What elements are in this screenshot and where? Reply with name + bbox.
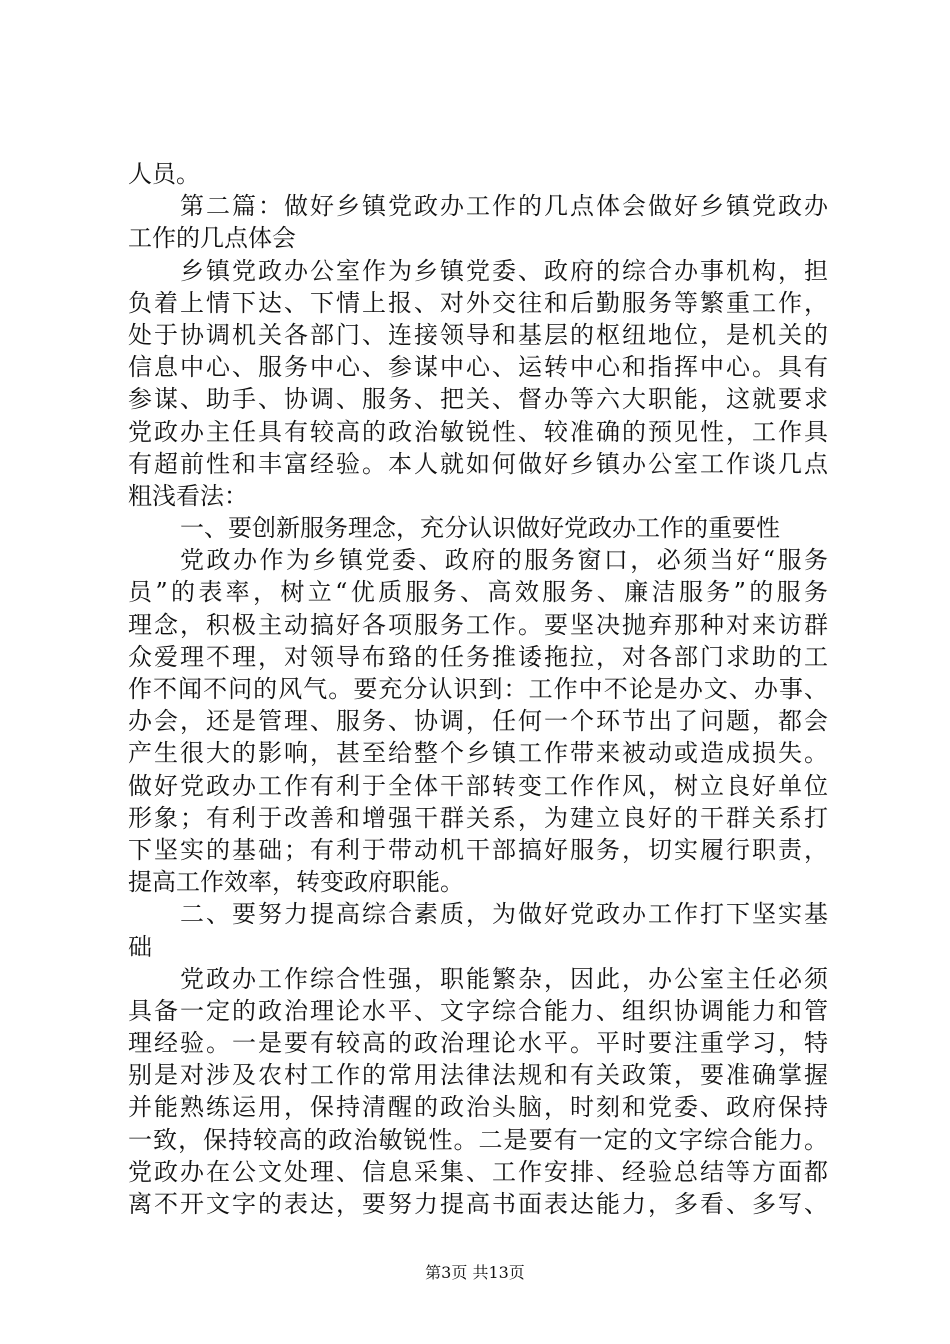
text-line: 形象；有利于改善和增强干群关系，为建立良好的干群关系打 — [128, 803, 828, 832]
text-line: 具备一定的政治理论水平、文字综合能力、组织协调能力和管 — [128, 996, 828, 1025]
text-line: 做好党政办工作有利于全体干部转变工作作风，树立良好单位 — [128, 771, 828, 800]
text-line: 理经验。一是要有较高的政治理论水平。平时要注重学习，特 — [128, 1029, 828, 1058]
section-heading-line: 一、要创新服务理念，充分认识做好党政办工作的重要性 — [180, 514, 780, 543]
text-line: 乡镇党政办公室作为乡镇党委、政府的综合办事机构，担 — [180, 256, 828, 285]
text-line: 人员。 — [128, 160, 200, 188]
text-line: 党政办在公文处理、信息采集、工作安排、经验总结等方面都 — [128, 1157, 828, 1186]
text-line: 粗浅看法： — [128, 481, 248, 510]
text-line: 办会，还是管理、服务、协调，任何一个环节出了问题，都会 — [128, 707, 828, 736]
section-heading-line: 工作的几点体会 — [128, 224, 296, 253]
text-line: 下坚实的基础；有利于带动机干部搞好服务，切实履行职责， — [128, 835, 828, 864]
document-body — [128, 158, 828, 1220]
text-line: 众爱理不理，对领导布臵的任务推诿拖拉，对各部门求助的工 — [128, 642, 828, 671]
text-line: 党政办工作综合性强，职能繁杂，因此，办公室主任必须 — [180, 964, 828, 993]
text-line: 参谋、助手、协调、服务、把关、督办等六大职能，这就要求 — [128, 385, 828, 414]
text-line: 信息中心、服务中心、参谋中心、运转中心和指挥中心。具有 — [128, 353, 828, 382]
text-line: 作不闻不问的风气。要充分认识到：工作中不论是办文、办事、 — [128, 675, 828, 703]
text-line: 有超前性和丰富经验。本人就如何做好乡镇办公室工作谈几点 — [128, 449, 828, 478]
text-line: 一致，保持较高的政治敏锐性。二是要有一定的文字综合能力。 — [128, 1125, 828, 1154]
text-line: 并能熟练运用，保持清醒的政治头脑，时刻和党委、政府保持 — [128, 1093, 828, 1122]
section-heading-line: 第二篇：做好乡镇党政办工作的几点体会做好乡镇党政办 — [180, 192, 828, 221]
text-line: 负着上情下达、下情上报、对外交往和后勤服务等繁重工作， — [128, 288, 828, 317]
page-number-footer: 第3页 共13页 — [425, 1263, 525, 1282]
text-line: 党政办主任具有较高的政治敏锐性、较准确的预见性，工作具 — [128, 417, 828, 446]
text-line: 别是对涉及农村工作的常用法律法规和有关政策，要准确掌握 — [128, 1061, 828, 1090]
section-heading-line: 二、要努力提高综合素质，为做好党政办工作打下坚实基 — [180, 900, 828, 929]
text-line: 产生很大的影响，甚至给整个乡镇工作带来被动或造成损失。 — [128, 739, 828, 768]
text-line: 理念，积极主动搞好各项服务工作。要坚决抛弃那种对来访群 — [128, 610, 828, 639]
text-line: 员”的表率，树立“优质服务、高效服务、廉洁服务”的服务 — [128, 578, 828, 607]
text-line: 处于协调机关各部门、连接领导和基层的枢纽地位，是机关的 — [128, 320, 828, 349]
text-line: 提高工作效率，转变政府职能。 — [128, 868, 464, 897]
text-line: 离不开文字的表达，要努力提高书面表达能力，多看、多写、 — [128, 1190, 828, 1218]
section-heading-line: 础 — [128, 932, 152, 961]
text-line: 党政办作为乡镇党委、政府的服务窗口，必须当好“服务 — [180, 546, 828, 575]
